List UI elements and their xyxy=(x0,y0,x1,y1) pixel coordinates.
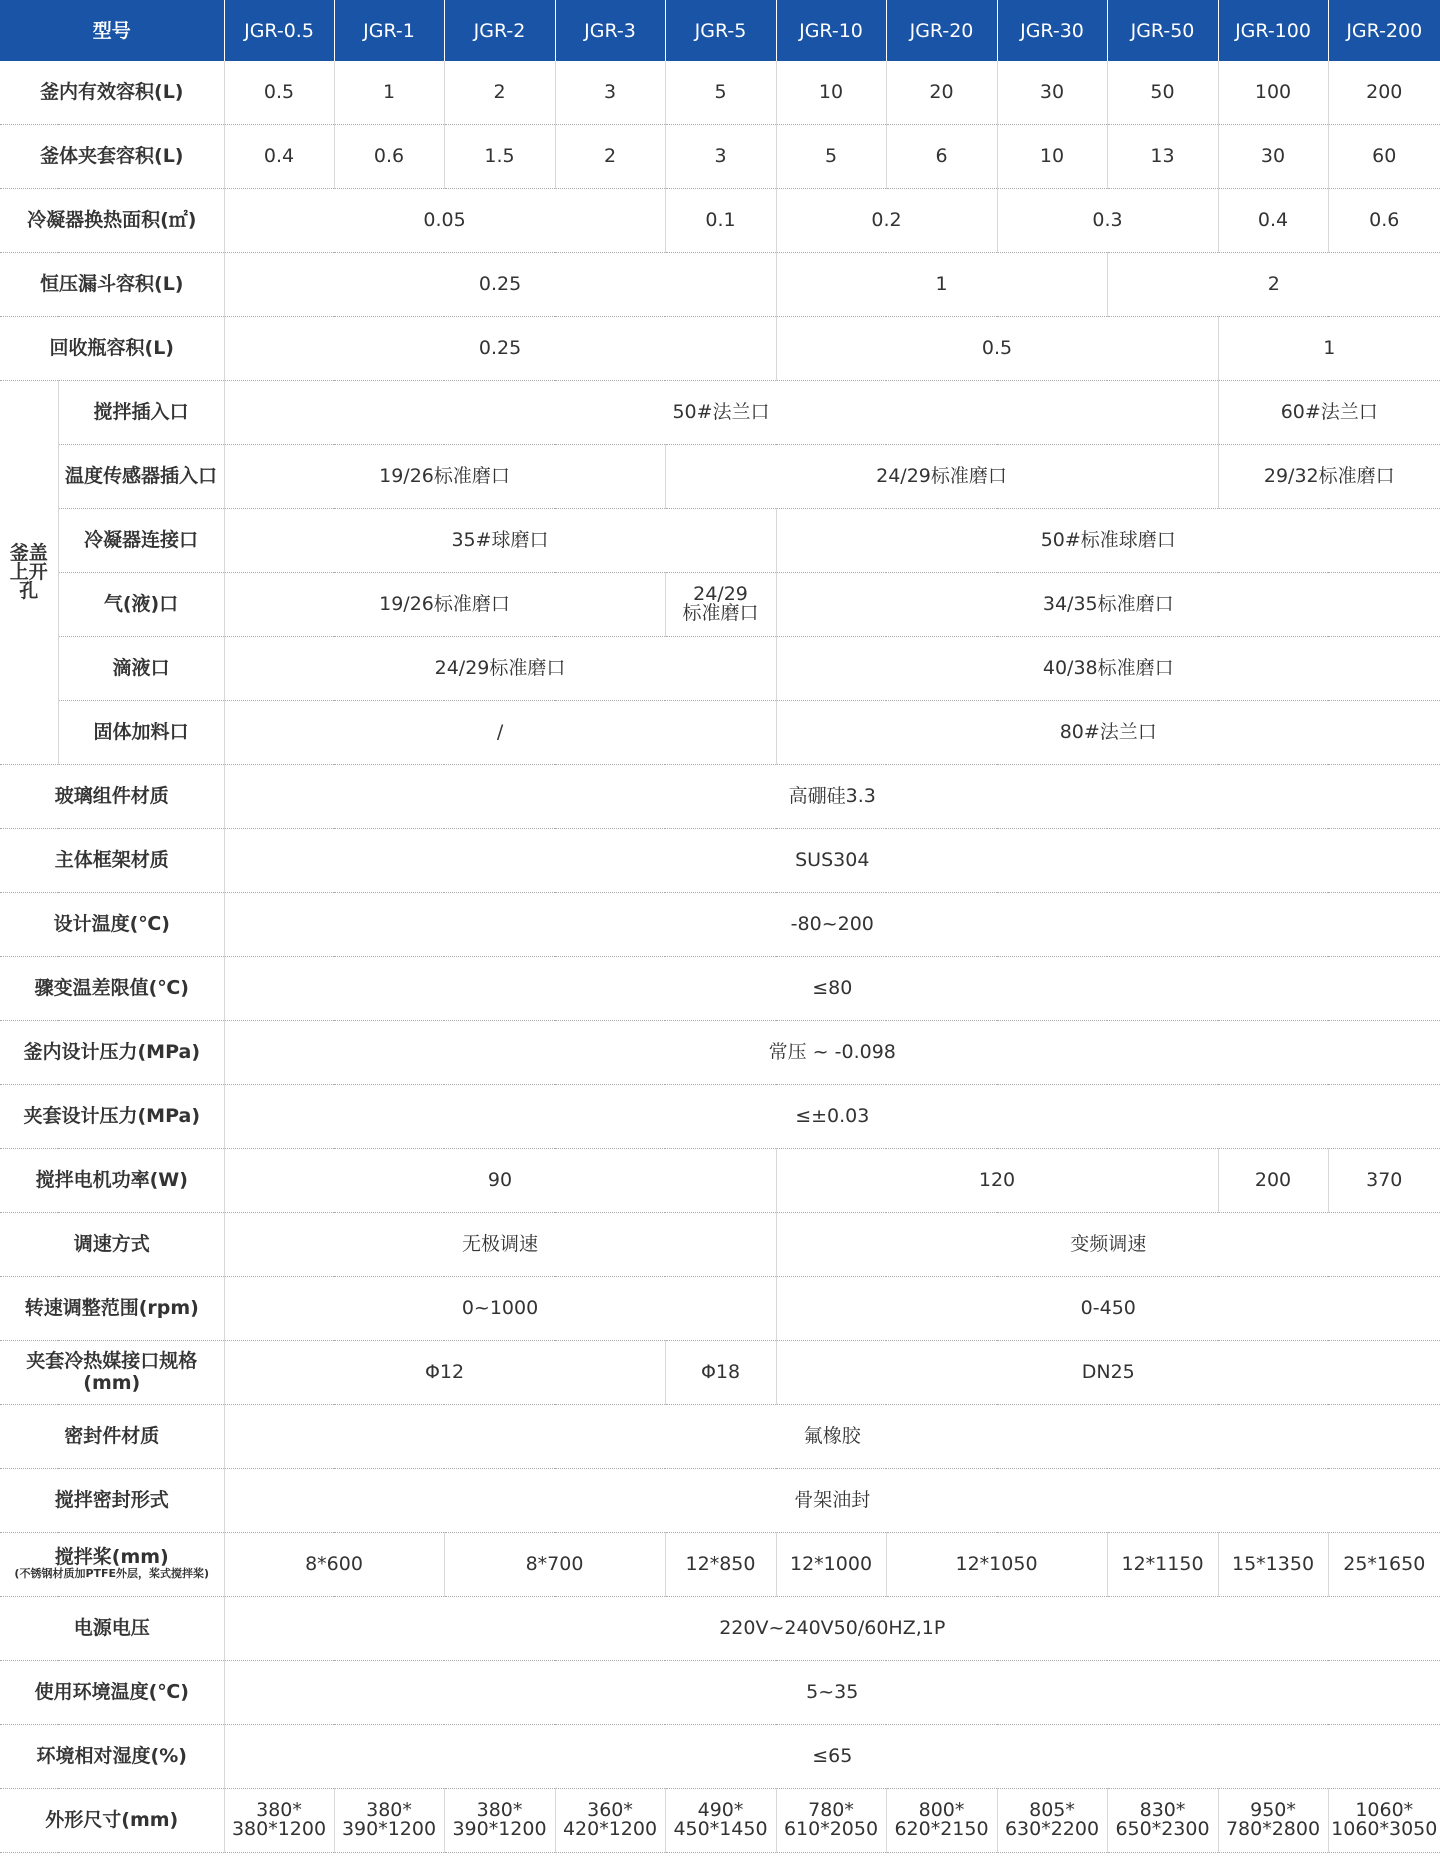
row-jacket-volume xyxy=(0,124,1440,188)
cell-line: 490* xyxy=(697,1799,744,1821)
row-funnel-volume xyxy=(0,252,1440,316)
cell: 0.1 xyxy=(665,188,776,252)
cell: 24/29标准磨口 xyxy=(665,444,1218,508)
cell: 5 xyxy=(665,61,776,124)
lid-group-label-line: 上开孔 xyxy=(9,560,48,602)
cell-line: 450*1450 xyxy=(673,1818,768,1840)
cell: 1.5 xyxy=(444,124,555,188)
cell: 10 xyxy=(997,124,1107,188)
cell-line: 800* xyxy=(918,1799,965,1821)
row-condenser-area xyxy=(0,188,1440,252)
cell: 3 xyxy=(665,124,776,188)
cell: 0.25 xyxy=(224,316,776,380)
cell: 5 xyxy=(776,124,886,188)
row-design-temp xyxy=(0,892,1440,956)
row-label: 搅拌密封形式 xyxy=(0,1468,224,1532)
cell: 2 xyxy=(444,61,555,124)
cell: 无极调速 xyxy=(224,1212,776,1276)
cell-line: 780*2800 xyxy=(1225,1818,1321,1840)
row-ambient-humidity xyxy=(0,1724,1440,1788)
row-label: 釜体夹套容积(L) xyxy=(0,124,224,188)
cell: 1 xyxy=(334,61,444,124)
cell: ≤80 xyxy=(224,956,1440,1020)
cell: 200 xyxy=(1218,1148,1328,1212)
cell-line: 380* xyxy=(366,1799,412,1821)
row-drip-port xyxy=(0,636,1440,700)
model-header: JGR-5 xyxy=(665,0,776,61)
row-gas-liquid-port xyxy=(0,572,1440,636)
cell-line: 360* xyxy=(587,1799,633,1821)
cell: 8*700 xyxy=(444,1532,665,1596)
row-label: 釜内设计压力(MPa) xyxy=(0,1020,224,1084)
cell: / xyxy=(224,700,776,764)
cell: 30 xyxy=(1218,124,1328,188)
row-label: 转速调整范围(rpm) xyxy=(0,1276,224,1340)
cell: 19/26标准磨口 xyxy=(224,572,665,636)
cell: 2 xyxy=(1107,252,1440,316)
row-label: 滴液口 xyxy=(58,636,224,700)
cell: 30 xyxy=(997,61,1107,124)
row-frame-material xyxy=(0,828,1440,892)
cell: 12*850 xyxy=(665,1532,776,1596)
cell: 0-450 xyxy=(776,1276,1440,1340)
cell: 24/29标准磨口 xyxy=(224,636,776,700)
cell: 变频调速 xyxy=(776,1212,1440,1276)
header-row xyxy=(0,0,1440,61)
cell-line: 780* xyxy=(808,1799,854,1821)
cell: -80~200 xyxy=(224,892,1440,956)
model-header: JGR-50 xyxy=(1107,0,1218,61)
cell: 1 xyxy=(1218,316,1440,380)
row-label: 固体加料口 xyxy=(58,700,224,764)
cell: 25*1650 xyxy=(1328,1532,1440,1596)
cell: 12*1150 xyxy=(1107,1532,1218,1596)
row-temp-diff-limit xyxy=(0,956,1440,1020)
row-stir-seal-type xyxy=(0,1468,1440,1532)
cell: DN25 xyxy=(776,1340,1440,1404)
cell: 0.25 xyxy=(224,252,776,316)
cell: 0.2 xyxy=(776,188,997,252)
cell: 20 xyxy=(886,61,997,124)
row-label: 密封件材质 xyxy=(0,1404,224,1468)
cell: 90 xyxy=(224,1148,776,1212)
cell: 3 xyxy=(555,61,665,124)
cell: Φ18 xyxy=(665,1340,776,1404)
cell-line: 610*2050 xyxy=(783,1818,879,1840)
cell: ≤±0.03 xyxy=(224,1084,1440,1148)
cell: 200 xyxy=(1328,61,1440,124)
row-label-note: (不锈钢材质加PTFE外层，桨式搅拌桨) xyxy=(14,1567,210,1580)
cell: 0.4 xyxy=(1218,188,1328,252)
cell: 29/32标准磨口 xyxy=(1218,444,1440,508)
model-header: JGR-100 xyxy=(1218,0,1328,61)
cell-line: 390*1200 xyxy=(341,1818,437,1840)
model-header: JGR-2 xyxy=(444,0,555,61)
row-stir-inlet xyxy=(0,380,1440,444)
cell-line: 24/29 xyxy=(693,583,748,605)
cell: 15*1350 xyxy=(1218,1532,1328,1596)
row-motor-power xyxy=(0,1148,1440,1212)
cell: 5~35 xyxy=(224,1660,1440,1724)
row-label: 夹套冷热媒接口规格(mm) xyxy=(0,1340,224,1404)
cell xyxy=(224,1788,334,1852)
cell-line: 420*1200 xyxy=(562,1818,658,1840)
cell: 0.4 xyxy=(224,124,334,188)
cell: 34/35标准磨口 xyxy=(776,572,1440,636)
row-recovery-bottle xyxy=(0,316,1440,380)
model-header: JGR-20 xyxy=(886,0,997,61)
cell-line: 805* xyxy=(1029,1799,1075,1821)
cell xyxy=(886,1788,997,1852)
cell: 12*1050 xyxy=(886,1532,1107,1596)
row-condenser-port xyxy=(0,508,1440,572)
cell-line: 630*2200 xyxy=(1004,1818,1100,1840)
row-power-voltage xyxy=(0,1596,1440,1660)
cell: 40/38标准磨口 xyxy=(776,636,1440,700)
row-label: 电源电压 xyxy=(0,1596,224,1660)
cell xyxy=(997,1788,1107,1852)
cell xyxy=(1328,1788,1440,1852)
row-label: 冷凝器换热面积(㎡) xyxy=(0,188,224,252)
row-label: 冷凝器连接口 xyxy=(58,508,224,572)
row-label: 恒压漏斗容积(L) xyxy=(0,252,224,316)
cell: 0.05 xyxy=(224,188,665,252)
row-label-main: 搅拌桨(mm) xyxy=(54,1546,169,1568)
row-label: 釜内有效容积(L) xyxy=(0,61,224,124)
row-temp-sensor-inlet xyxy=(0,444,1440,508)
row-label: 环境相对湿度(%) xyxy=(0,1724,224,1788)
cell-line: 1060* xyxy=(1355,1799,1414,1821)
cell-line: 1060*3050 xyxy=(1331,1818,1438,1840)
cell xyxy=(444,1788,555,1852)
cell: 100 xyxy=(1218,61,1328,124)
row-seal-material xyxy=(0,1404,1440,1468)
cell: 50#法兰口 xyxy=(224,380,1218,444)
cell: 12*1000 xyxy=(776,1532,886,1596)
cell: 2 xyxy=(555,124,665,188)
cell: 6 xyxy=(886,124,997,188)
row-label: 搅拌插入口 xyxy=(58,380,224,444)
row-label: 调速方式 xyxy=(0,1212,224,1276)
row-effective-volume xyxy=(0,61,1440,124)
row-label: 骤变温差限值(℃) xyxy=(0,956,224,1020)
row-inner-pressure xyxy=(0,1020,1440,1084)
cell xyxy=(1107,1788,1218,1852)
cell-line: 标准磨口 xyxy=(682,602,759,624)
row-label: 夹套设计压力(MPa) xyxy=(0,1084,224,1148)
row-jacket-pressure xyxy=(0,1084,1440,1148)
cell: 0.5 xyxy=(224,61,334,124)
row-paddle xyxy=(0,1532,1440,1596)
row-label: 玻璃组件材质 xyxy=(0,764,224,828)
cell: 10 xyxy=(776,61,886,124)
cell xyxy=(1218,1788,1328,1852)
model-header: JGR-1 xyxy=(334,0,444,61)
cell: SUS304 xyxy=(224,828,1440,892)
cell-line: 830* xyxy=(1139,1799,1186,1821)
row-ambient-temp xyxy=(0,1660,1440,1724)
cell: 19/26标准磨口 xyxy=(224,444,665,508)
cell: 高硼硅3.3 xyxy=(224,764,1440,828)
row-label: 外形尺寸(mm) xyxy=(0,1788,224,1852)
cell: 60 xyxy=(1328,124,1440,188)
cell: 0.3 xyxy=(997,188,1218,252)
row-label: 使用环境温度(℃) xyxy=(0,1660,224,1724)
row-speed-control xyxy=(0,1212,1440,1276)
model-header: JGR-3 xyxy=(555,0,665,61)
cell xyxy=(665,1788,776,1852)
cell-line: 380* xyxy=(256,1799,302,1821)
model-label: 型号 xyxy=(0,0,224,61)
row-label: 搅拌电机功率(W) xyxy=(0,1148,224,1212)
row-label: 设计温度(℃) xyxy=(0,892,224,956)
row-glass-material xyxy=(0,764,1440,828)
cell xyxy=(776,1788,886,1852)
cell: 80#法兰口 xyxy=(776,700,1440,764)
model-header: JGR-200 xyxy=(1328,0,1440,61)
cell: 370 xyxy=(1328,1148,1440,1212)
cell: 0.6 xyxy=(334,124,444,188)
cell: 常压 ~ -0.098 xyxy=(224,1020,1440,1084)
cell xyxy=(665,572,776,636)
row-dimensions xyxy=(0,1788,1440,1852)
model-header: JGR-10 xyxy=(776,0,886,61)
cell: 220V~240V50/60HZ,1P xyxy=(224,1596,1440,1660)
cell: 氟橡胶 xyxy=(224,1404,1440,1468)
row-label: 温度传感器插入口 xyxy=(58,444,224,508)
cell: 骨架油封 xyxy=(224,1468,1440,1532)
cell: 0.5 xyxy=(776,316,1218,380)
row-label xyxy=(0,1532,224,1596)
cell: 50#标准球磨口 xyxy=(776,508,1440,572)
cell: Φ12 xyxy=(224,1340,665,1404)
cell: ≤65 xyxy=(224,1724,1440,1788)
cell-line: 380* xyxy=(476,1799,523,1821)
cell: 120 xyxy=(776,1148,1218,1212)
cell: 0.6 xyxy=(1328,188,1440,252)
cell: 60#法兰口 xyxy=(1218,380,1440,444)
cell: 1 xyxy=(776,252,1107,316)
lid-group-label-line: 釜盖 xyxy=(9,541,48,564)
model-header: JGR-30 xyxy=(997,0,1107,61)
cell: 0~1000 xyxy=(224,1276,776,1340)
cell: 35#球磨口 xyxy=(224,508,776,572)
cell: 50 xyxy=(1107,61,1218,124)
row-label: 回收瓶容积(L) xyxy=(0,316,224,380)
row-jacket-port-spec xyxy=(0,1340,1440,1404)
cell-line: 390*1200 xyxy=(452,1818,547,1840)
cell: 13 xyxy=(1107,124,1218,188)
row-solid-feed-port xyxy=(0,700,1440,764)
cell: 8*600 xyxy=(224,1532,444,1596)
cell-line: 650*2300 xyxy=(1115,1818,1210,1840)
cell xyxy=(555,1788,665,1852)
cell-line: 950* xyxy=(1250,1799,1296,1821)
row-label: 气(液)口 xyxy=(58,572,224,636)
lid-group-label xyxy=(0,380,58,764)
cell xyxy=(334,1788,444,1852)
cell-line: 380*1200 xyxy=(231,1818,327,1840)
row-speed-range xyxy=(0,1276,1440,1340)
row-label: 主体框架材质 xyxy=(0,828,224,892)
cell-line: 620*2150 xyxy=(894,1818,989,1840)
model-header: JGR-0.5 xyxy=(224,0,334,61)
